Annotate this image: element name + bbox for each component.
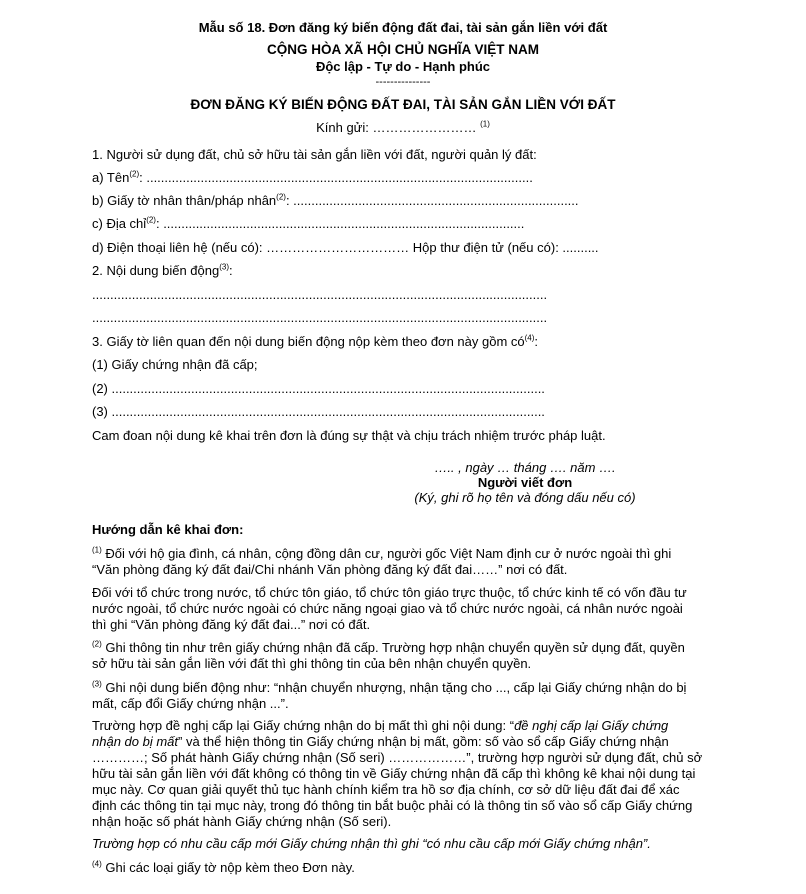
guide-heading: Hướng dẫn kê khai đơn: [92,522,244,537]
section3-note: (4) [524,333,535,343]
address-note: (2) [146,215,156,225]
section3-item-3: (3) ........................................................................................................................ [92,404,545,419]
name-dots: : ........................................................................................................... [139,170,533,185]
guide-lost-line-3: …………; Số phát hành Giấy chứng nhận (Số seri) ………………”, trường hợp người sử dụng đất, chủ sở [92,750,703,765]
guide-org-line-3: thì ghi “Văn phòng đăng ký đất đai...” nơi có đất. [92,617,371,632]
nation-name: CỘNG HÒA XÃ HỘI CHỦ NGHĨA VIỆT NAM [266,42,539,57]
guide-note-2-marker: (2) [92,639,102,649]
guide-lost-line-1 [92,718,718,734]
guide-paragraph-lost-certificate [92,718,718,830]
guide-lost-line-4: hữu tài sản gắn liền với đất không có thông tin về Giấy chứng nhận đã cấp thì không kê khai nội dung tại [92,766,696,781]
section3-colon: : [534,334,539,349]
guide-note-1 [92,546,718,578]
section2-heading [92,263,233,279]
guide-paragraph-organizations [92,585,718,633]
guide-lost-line-2b: ” và thể hiện thông tin Giấy chứng nhận bị mất, gồm: số vào sổ cấp Giấy chứng nhận [178,734,669,749]
id-dots: : ............................................................................... [285,193,579,208]
section1-heading: 1. Người sử dụng đất, chủ sở hữu tài sản gắn liền với đất, người quản lý đất: [92,147,537,162]
form-number: Mẫu số 18. Đơn đăng ký biến động đất đai, tài sản gắn liền với đất [198,20,608,35]
name-label: a) Tên [92,170,130,185]
guide-note-2 [92,640,718,672]
name-note: (2) [129,169,140,179]
signature-role: Người viết đơn [477,475,573,490]
guide-note-3-marker: (3) [92,679,102,689]
guide-lost-line-7: nhận hoặc số phát hành Giấy chứng nhận (Số seri). [92,814,392,829]
commitment-text: Cam đoan nội dung kê khai trên đơn là đúng sự thật và chịu trách nhiệm trước pháp luật. [92,428,606,443]
guide-lost-line-1b: đề nghị cấp lại Giấy chứng [514,718,669,733]
guide-org-line-1: Đối với tổ chức trong nước, tổ chức tôn giáo, tổ chức tôn giáo trực thuộc, tổ chức kinh tế có vốn đầu tư [92,585,687,600]
guide-note-2-line-2: sở hữu tài sản gắn liền với đất thì ghi thông tin của bên nhận chuyển quyền. [92,656,532,671]
guide-lost-line-6: định các thông tin tại mục này, trong đó thông tin bắt buộc phải có là thông tin số vào sổ cấp Giấy chứng [92,798,693,813]
id-label: b) Giấy tờ nhân thân/pháp nhân [92,193,277,208]
separator: --------------- [375,76,431,88]
guide-note-3-line-1 [92,680,718,696]
address-field [92,216,524,232]
section2-heading-text: 2. Nội dung biến động [92,263,220,278]
guide-note-3-line-2: mất, cấp đổi Giấy chứng nhận ...”. [92,696,289,711]
guide-note-2-text: Ghi thông tin như trên giấy chứng nhận đã cấp. Trường hợp nhận chuyển quyền sử dụng đất, quyền [101,640,685,655]
addressee [0,120,806,136]
addressee-text: Kính gửi: …………………… [316,120,477,135]
guide-note-1-line-1 [92,546,718,562]
signature-date: ….. , ngày … tháng …. năm …. [434,460,616,475]
guide-lost-line-2a: nhận do bị mất [92,734,179,749]
guide-note-3 [92,680,718,712]
guide-note-3-text: Ghi nội dung biến động như: “nhận chuyển nhượng, nhận tặng cho ..., cấp lại Giấy chứng nhận do bị [101,680,687,695]
guide-note-4-text: Ghi các loại giấy tờ nộp kèm theo Đơn này. [101,860,355,875]
guide-note-4 [92,860,355,876]
document-title: ĐƠN ĐĂNG KÝ BIẾN ĐỘNG ĐẤT ĐAI, TÀI SẢN GẮN LIỀN VỚI ĐẤT [190,97,616,112]
id-note: (2) [276,192,286,202]
section3-item-2: (2) ........................................................................................................................ [92,381,545,396]
address-label: c) Địa chỉ [92,216,147,231]
motto: Độc lập - Tự do - Hạnh phúc [315,59,491,74]
section2-line-1: .............................................................................................................................. [92,287,548,302]
id-field [92,193,579,209]
guide-lost-line-5: mục này. Cơ quan giải quyết thủ tục hành chính kiểm tra hồ sơ địa chính, cơ sở dữ liệu đất đai để xác [92,782,680,797]
section2-note: (3) [219,262,229,272]
guide-note-1-text: Đối với hộ gia đình, cá nhân, cộng đồng dân cư, người gốc Việt Nam định cư ở nước ngoài thì ghi [101,546,672,561]
section3-heading-text: 3. Giấy tờ liên quan đến nội dung biến động nộp kèm theo đơn này gồm có [92,334,525,349]
name-field [92,170,533,186]
guide-note-1-line-2: “Văn phòng đăng ký đất đai/Chi nhánh Văn phòng đăng ký đất đai……” nơi có đất. [92,562,568,577]
guide-org-line-2: nước ngoài, tổ chức nước ngoài có chức năng ngoại giao và tổ chức nước ngoài, cá nhân nước ngoài [92,601,683,616]
section3-item-1: (1) Giấy chứng nhận đã cấp; [92,357,258,372]
address-dots: : .................................................................................................... [155,216,525,231]
section2-line-2: .............................................................................................................................. [92,310,548,325]
phone-email-field: d) Điện thoại liên hệ (nếu có): …………………………… Hộp thư điện tử (nếu có): .......... [92,240,599,255]
signature-note: (Ký, ghi rõ họ tên và đóng dấu nếu có) [414,490,636,505]
section3-heading [92,334,538,350]
section2-colon: : [229,263,233,278]
guide-new-certificate: Trường hợp có nhu cầu cấp mới Giấy chứng nhận thì ghi “có nhu cầu cấp mới Giấy chứng nhận”. [92,836,651,851]
guide-lost-line-1a: Trường hợp đề nghị cấp lại Giấy chứng nhận do bị mất thì ghi nội dung: “ [92,718,515,733]
guide-note-2-line-1 [92,640,718,656]
guide-note-4-marker: (4) [92,859,102,869]
addressee-note: (1) [480,119,490,129]
guide-lost-line-2 [92,734,718,750]
guide-note-1-marker: (1) [92,545,102,555]
